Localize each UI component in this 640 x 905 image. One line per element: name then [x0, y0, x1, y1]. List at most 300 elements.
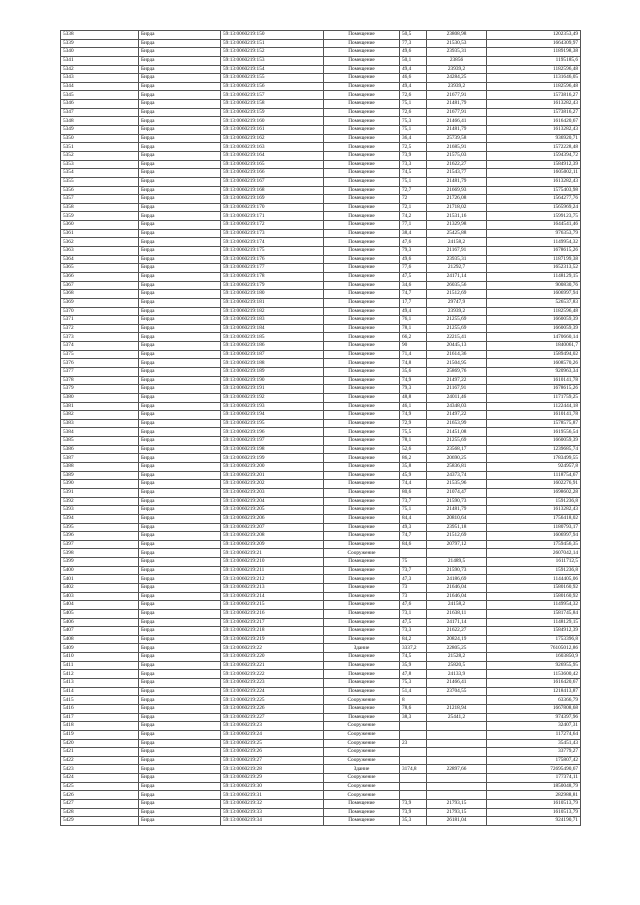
row-number: 5345	[61, 91, 139, 100]
object-type-cell: Помещение	[324, 385, 400, 394]
object-type-cell: Помещение	[324, 679, 400, 688]
row-number: 5420	[61, 739, 139, 748]
place-cell: Бирда	[139, 229, 221, 238]
table-row	[61, 324, 581, 333]
place-cell: Бирда	[139, 342, 221, 351]
place-cell: Бирда	[139, 765, 221, 774]
unit-price-cell: 24171,14	[427, 272, 487, 281]
unit-price-cell: 21669,93	[427, 186, 487, 195]
cadastral-number-cell: 59:13:0060219:157	[221, 91, 324, 100]
row-number: 5379	[61, 385, 139, 394]
cadastral-number-cell: 59:13:0060219:165	[221, 160, 324, 169]
cadastral-number-cell: 59:13:0060219:208	[221, 532, 324, 541]
cadastral-value-cell: 1573816,27	[487, 91, 581, 100]
unit-price-cell: 23939,2	[427, 65, 487, 74]
table-row	[61, 566, 581, 575]
table-row	[61, 704, 581, 713]
cadastral-number-cell: 59:13:0060219:214	[221, 592, 324, 601]
cadastral-value-cell: 1573816,27	[487, 108, 581, 117]
table-row	[61, 290, 581, 299]
table-row	[61, 635, 581, 644]
cadastral-value-cell: 1783499,55	[487, 454, 581, 463]
unit-price-cell: 21255,69	[427, 437, 487, 446]
cadastral-number-cell: 59:13:0060219:188	[221, 359, 324, 368]
cadastral-value-cell: 1756418,02	[487, 514, 581, 523]
cadastral-number-cell: 59:13:0060219:209	[221, 540, 324, 549]
place-cell: Бирда	[139, 480, 221, 489]
row-number: 5352	[61, 151, 139, 160]
object-type-cell: Помещение	[324, 601, 400, 610]
table-body	[61, 31, 581, 826]
cadastral-value-cell: 1613282,43	[487, 126, 581, 135]
cadastral-number-cell: 59:13:0060219:217	[221, 618, 324, 627]
object-type-cell: Помещение	[324, 445, 400, 454]
object-type-cell: Сооружение	[324, 782, 400, 791]
row-number: 5428	[61, 808, 139, 817]
table-row	[61, 307, 581, 316]
object-type-cell: Помещение	[324, 281, 400, 290]
place-cell: Бирда	[139, 48, 221, 57]
place-cell: Бирда	[139, 367, 221, 376]
table-row	[61, 532, 581, 541]
unit-price-cell: 21255,69	[427, 316, 487, 325]
cadastral-value-cell: 1470660,14	[487, 333, 581, 342]
cadastral-number-cell: 59:13:0060219:167	[221, 177, 324, 186]
row-number: 5387	[61, 454, 139, 463]
table-row	[61, 558, 581, 567]
unit-price-cell: 24171,14	[427, 618, 487, 627]
place-cell: Бирда	[139, 169, 221, 178]
unit-price-cell: 21512,69	[427, 532, 487, 541]
place-cell: Бирда	[139, 653, 221, 662]
place-cell: Бирда	[139, 618, 221, 627]
cadastral-number-cell: 59:13:0060219:23	[221, 722, 324, 731]
unit-price-cell: 21292,7	[427, 264, 487, 273]
table-row	[61, 195, 581, 204]
unit-price-cell: 21481,79	[427, 126, 487, 135]
unit-price-cell: 25425,88	[427, 229, 487, 238]
object-type-cell: Помещение	[324, 713, 400, 722]
cadastral-number-cell: 59:13:0060219:169	[221, 195, 324, 204]
unit-price-cell: 21497,22	[427, 411, 487, 420]
object-type-cell: Помещение	[324, 635, 400, 644]
place-cell: Бирда	[139, 791, 221, 800]
cadastral-number-cell: 59:13:0060219:193	[221, 402, 324, 411]
area-cell: 84,6	[400, 540, 427, 549]
area-cell: 78,6	[400, 704, 427, 713]
table-row	[61, 419, 581, 428]
area-cell: 73	[400, 584, 427, 593]
unit-price-cell: 20824,19	[427, 635, 487, 644]
cadastral-number-cell: 59:13:0060219:194	[221, 411, 324, 420]
row-number: 5347	[61, 108, 139, 117]
row-number: 5376	[61, 359, 139, 368]
cadastral-value-cell: 1652313,52	[487, 264, 581, 273]
place-cell: Бирда	[139, 713, 221, 722]
table-row	[61, 722, 581, 731]
cadastral-value-cell: 175807,42	[487, 756, 581, 765]
cadastral-number-cell: 59:13:0060219:212	[221, 575, 324, 584]
cadastral-value-cell: 1148129,15	[487, 272, 581, 281]
area-cell: 35,6	[400, 367, 427, 376]
object-type-cell: Помещение	[324, 575, 400, 584]
place-cell: Бирда	[139, 91, 221, 100]
cadastral-number-cell: 59:13:0060219:166	[221, 169, 324, 178]
table-row	[61, 774, 581, 783]
place-cell: Бирда	[139, 670, 221, 679]
place-cell: Бирда	[139, 143, 221, 152]
row-number: 5343	[61, 74, 139, 83]
area-cell: 72,9	[400, 419, 427, 428]
table-row	[61, 514, 581, 523]
cadastral-value-cell: 936920,71	[487, 134, 581, 143]
table-row	[61, 221, 581, 230]
row-number: 5355	[61, 177, 139, 186]
table-row	[61, 359, 581, 368]
cadastral-value-cell: 1182596,48	[487, 307, 581, 316]
cadastral-value-cell: 920963,34	[487, 367, 581, 376]
place-cell: Бирда	[139, 558, 221, 567]
unit-price-cell: 22805,25	[427, 644, 487, 653]
table-row	[61, 350, 581, 359]
row-number: 5367	[61, 281, 139, 290]
place-cell: Бирда	[139, 488, 221, 497]
cadastral-number-cell: 59:13:0060219:184	[221, 324, 324, 333]
cadastral-number-cell: 59:13:0060219:152	[221, 48, 324, 57]
place-cell: Бирда	[139, 108, 221, 117]
cadastral-number-cell: 59:13:0060219:226	[221, 704, 324, 713]
unit-price-cell: 25869,76	[427, 367, 487, 376]
cadastral-value-cell: 1610141,78	[487, 376, 581, 385]
row-number: 5360	[61, 221, 139, 230]
row-number: 5386	[61, 445, 139, 454]
cadastral-number-cell: 59:13:0060219:227	[221, 713, 324, 722]
place-cell: Бирда	[139, 126, 221, 135]
cadastral-value-cell: 1594394,72	[487, 151, 581, 160]
row-number: 5365	[61, 264, 139, 273]
row-number: 5393	[61, 506, 139, 515]
unit-price-cell: 21653,99	[427, 419, 487, 428]
area-cell: 74,5	[400, 653, 427, 662]
object-type-cell: Сооружение	[324, 756, 400, 765]
cadastral-value-cell: 900830,76	[487, 281, 581, 290]
cadastral-value-cell: 1605002,11	[487, 169, 581, 178]
object-type-cell: Помещение	[324, 376, 400, 385]
object-type-cell: Помещение	[324, 298, 400, 307]
cadastral-number-cell: 59:13:0060219:24	[221, 730, 324, 739]
row-number: 5423	[61, 765, 139, 774]
place-cell: Бирда	[139, 177, 221, 186]
row-number: 5385	[61, 437, 139, 446]
cadastral-value-cell: 1589494,02	[487, 350, 581, 359]
cadastral-value-cell: 1565969,24	[487, 203, 581, 212]
cadastral-number-cell: 59:13:0060219:150	[221, 31, 324, 40]
place-cell: Бирда	[139, 739, 221, 748]
area-cell: 75	[400, 558, 427, 567]
cadastral-number-cell: 59:13:0060219:189	[221, 367, 324, 376]
row-number: 5424	[61, 774, 139, 783]
area-cell: 77,1	[400, 221, 427, 230]
unit-price-cell: 23939,2	[427, 82, 487, 91]
cadastral-value-cell: 1195185,6	[487, 56, 581, 65]
cadastral-value-cell: 1678615,26	[487, 247, 581, 256]
object-type-cell: Помещение	[324, 247, 400, 256]
object-type-cell: Помещение	[324, 609, 400, 618]
cadastral-number-cell: 59:13:0060219:33	[221, 808, 324, 817]
cadastral-value-cell: 1660059,39	[487, 316, 581, 325]
unit-price-cell: 24373,74	[427, 471, 487, 480]
row-number: 5416	[61, 704, 139, 713]
unit-price-cell: 21535,96	[427, 480, 487, 489]
cadastral-value-cell: 177374,11	[487, 774, 581, 783]
cadastral-value-cell: 1678615,26	[487, 385, 581, 394]
cadastral-value-cell: 1613282,43	[487, 177, 581, 186]
object-type-cell: Помещение	[324, 160, 400, 169]
place-cell: Бирда	[139, 497, 221, 506]
area-cell: 86,2	[400, 454, 427, 463]
row-number: 5396	[61, 532, 139, 541]
object-type-cell: Помещение	[324, 670, 400, 679]
place-cell: Бирда	[139, 281, 221, 290]
unit-price-cell: 21074,47	[427, 488, 487, 497]
place-cell: Бирда	[139, 679, 221, 688]
object-type-cell: Помещение	[324, 558, 400, 567]
place-cell: Бирда	[139, 644, 221, 653]
cadastral-number-cell: 59:13:0060219:206	[221, 514, 324, 523]
cadastral-value-cell: 1602276,91	[487, 480, 581, 489]
unit-price-cell: 20690,25	[427, 454, 487, 463]
table-row	[61, 212, 581, 221]
area-cell: 90	[400, 342, 427, 351]
place-cell: Бирда	[139, 134, 221, 143]
area-cell: 49,4	[400, 307, 427, 316]
table-row	[61, 56, 581, 65]
place-cell: Бирда	[139, 56, 221, 65]
row-number: 5395	[61, 523, 139, 532]
table-row	[61, 393, 581, 402]
unit-price-cell: 21167,91	[427, 247, 487, 256]
place-cell: Бирда	[139, 298, 221, 307]
cadastral-value-cell: 1660059,39	[487, 324, 581, 333]
cadastral-value-cell: 1644541,46	[487, 221, 581, 230]
cadastral-number-cell: 59:13:0060219:153	[221, 56, 324, 65]
object-type-cell: Помещение	[324, 566, 400, 575]
table-row	[61, 454, 581, 463]
unit-price-cell	[427, 696, 487, 705]
unit-price-cell: 21451,08	[427, 428, 487, 437]
place-cell: Бирда	[139, 151, 221, 160]
unit-price-cell: 21590,73	[427, 566, 487, 575]
table-row	[61, 108, 581, 117]
place-cell: Бирда	[139, 454, 221, 463]
area-cell: 23	[400, 739, 427, 748]
area-cell: 73,9	[400, 808, 427, 817]
object-type-cell: Помещение	[324, 618, 400, 627]
row-number: 5394	[61, 514, 139, 523]
row-number: 5338	[61, 31, 139, 40]
place-cell: Бирда	[139, 748, 221, 757]
place-cell: Бирда	[139, 592, 221, 601]
area-cell: 8	[400, 696, 427, 705]
unit-price-cell: 21590,73	[427, 497, 487, 506]
area-cell: 3337,2	[400, 644, 427, 653]
table-row	[61, 488, 581, 497]
row-number: 5402	[61, 584, 139, 593]
cadastral-value-cell: 1581745,84	[487, 609, 581, 618]
place-cell: Бирда	[139, 549, 221, 558]
table-row	[61, 601, 581, 610]
table-row	[61, 74, 581, 83]
area-cell: 75,1	[400, 126, 427, 135]
object-type-cell: Помещение	[324, 324, 400, 333]
object-type-cell: Помещение	[324, 592, 400, 601]
unit-price-cell: 21575,03	[427, 151, 487, 160]
object-type-cell: Помещение	[324, 212, 400, 221]
table-row	[61, 342, 581, 351]
unit-price-cell: 21497,22	[427, 376, 487, 385]
unit-price-cell	[427, 730, 487, 739]
object-type-cell: Помещение	[324, 316, 400, 325]
object-type-cell: Помещение	[324, 532, 400, 541]
area-cell	[400, 748, 427, 757]
row-number: 5370	[61, 307, 139, 316]
row-number: 5414	[61, 687, 139, 696]
table-row	[61, 65, 581, 74]
object-type-cell: Помещение	[324, 480, 400, 489]
row-number: 5382	[61, 411, 139, 420]
object-type-cell: Помещение	[324, 151, 400, 160]
table-row	[61, 126, 581, 135]
place-cell: Бирда	[139, 601, 221, 610]
table-row	[61, 376, 581, 385]
place-cell: Бирда	[139, 506, 221, 515]
unit-price-cell: 25836,81	[427, 463, 487, 472]
place-cell: Бирда	[139, 704, 221, 713]
row-number: 5399	[61, 558, 139, 567]
cadastral-value-cell: 1144405,06	[487, 575, 581, 584]
object-type-cell: Помещение	[324, 272, 400, 281]
cadastral-value-cell: 1850048,79	[487, 782, 581, 791]
cadastral-number-cell: 59:13:0060219:210	[221, 558, 324, 567]
cadastral-value-cell: 33779,27	[487, 748, 581, 757]
place-cell: Бирда	[139, 160, 221, 169]
unit-price-cell: 24158,2	[427, 601, 487, 610]
cadastral-number-cell: 59:13:0060219:159	[221, 108, 324, 117]
row-number: 5374	[61, 342, 139, 351]
unit-price-cell: 21718,02	[427, 203, 487, 212]
place-cell: Бирда	[139, 393, 221, 402]
place-cell: Бирда	[139, 575, 221, 584]
place-cell: Бирда	[139, 186, 221, 195]
cadastral-value-cell: 926955,95	[487, 661, 581, 670]
unit-price-cell	[427, 782, 487, 791]
cadastral-number-cell: 59:13:0060219:160	[221, 117, 324, 126]
row-number: 5390	[61, 480, 139, 489]
area-cell: 36,4	[400, 134, 427, 143]
unit-price-cell: 21677,91	[427, 108, 487, 117]
area-cell: 50,1	[400, 56, 427, 65]
area-cell: 72,6	[400, 91, 427, 100]
table-row	[61, 506, 581, 515]
table-row	[61, 264, 581, 273]
row-number: 5404	[61, 601, 139, 610]
place-cell: Бирда	[139, 247, 221, 256]
table-row	[61, 247, 581, 256]
row-number: 5412	[61, 670, 139, 679]
object-type-cell: Сооружение	[324, 549, 400, 558]
place-cell: Бирда	[139, 566, 221, 575]
row-number: 5400	[61, 566, 139, 575]
cadastral-number-cell: 59:13:0060219:223	[221, 679, 324, 688]
area-cell: 71,4	[400, 350, 427, 359]
unit-price-cell: 23568,17	[427, 445, 487, 454]
unit-price-cell	[427, 791, 487, 800]
row-number: 5373	[61, 333, 139, 342]
unit-price-cell: 21531,16	[427, 212, 487, 221]
cadastral-number-cell: 59:13:0060219:201	[221, 471, 324, 480]
unit-price-cell: 21528,2	[427, 653, 487, 662]
area-cell: 74,5	[400, 169, 427, 178]
cadastral-number-cell: 59:13:0060219:28	[221, 765, 324, 774]
cadastral-value-cell: 1153600,42	[487, 670, 581, 679]
cadastral-value-cell: 1591236,8	[487, 497, 581, 506]
unit-price-cell: 21793,15	[427, 800, 487, 809]
unit-price-cell	[427, 739, 487, 748]
area-cell: 75,3	[400, 679, 427, 688]
data-table	[60, 30, 581, 826]
cadastral-value-cell: 1182596,48	[487, 65, 581, 74]
place-cell: Бирда	[139, 411, 221, 420]
cadastral-number-cell: 59:13:0060219:204	[221, 497, 324, 506]
unit-price-cell: 21167,91	[427, 385, 487, 394]
place-cell: Бирда	[139, 756, 221, 765]
cadastral-value-cell: 1239685,74	[487, 445, 581, 454]
table-row	[61, 523, 581, 532]
table-row	[61, 808, 581, 817]
cadastral-value-cell: 1580160,92	[487, 584, 581, 593]
area-cell: 66,2	[400, 333, 427, 342]
area-cell: 38,4	[400, 229, 427, 238]
table-row	[61, 592, 581, 601]
area-cell: 78,1	[400, 437, 427, 446]
object-type-cell: Помещение	[324, 393, 400, 402]
cadastral-number-cell: 59:13:0060219:182	[221, 307, 324, 316]
area-cell	[400, 774, 427, 783]
cadastral-value-cell: 1131646,05	[487, 74, 581, 83]
cadastral-number-cell: 59:13:0060219:180	[221, 290, 324, 299]
unit-price-cell	[427, 748, 487, 757]
cadastral-number-cell: 59:13:0060219:172	[221, 221, 324, 230]
table-row	[61, 609, 581, 618]
table-row	[61, 463, 581, 472]
cadastral-number-cell: 59:13:0060219:187	[221, 350, 324, 359]
table-row	[61, 791, 581, 800]
area-cell: 79,3	[400, 247, 427, 256]
table-row	[61, 445, 581, 454]
row-number: 5346	[61, 100, 139, 109]
place-cell: Бирда	[139, 722, 221, 731]
place-cell: Бирда	[139, 627, 221, 636]
table-row	[61, 385, 581, 394]
cadastral-value-cell: 1584912,39	[487, 160, 581, 169]
unit-price-cell: 23939,2	[427, 307, 487, 316]
place-cell: Бирда	[139, 385, 221, 394]
row-number: 5405	[61, 609, 139, 618]
row-number: 5368	[61, 290, 139, 299]
row-number: 5342	[61, 65, 139, 74]
area-cell: 74,7	[400, 290, 427, 299]
area-cell: 73,3	[400, 160, 427, 169]
